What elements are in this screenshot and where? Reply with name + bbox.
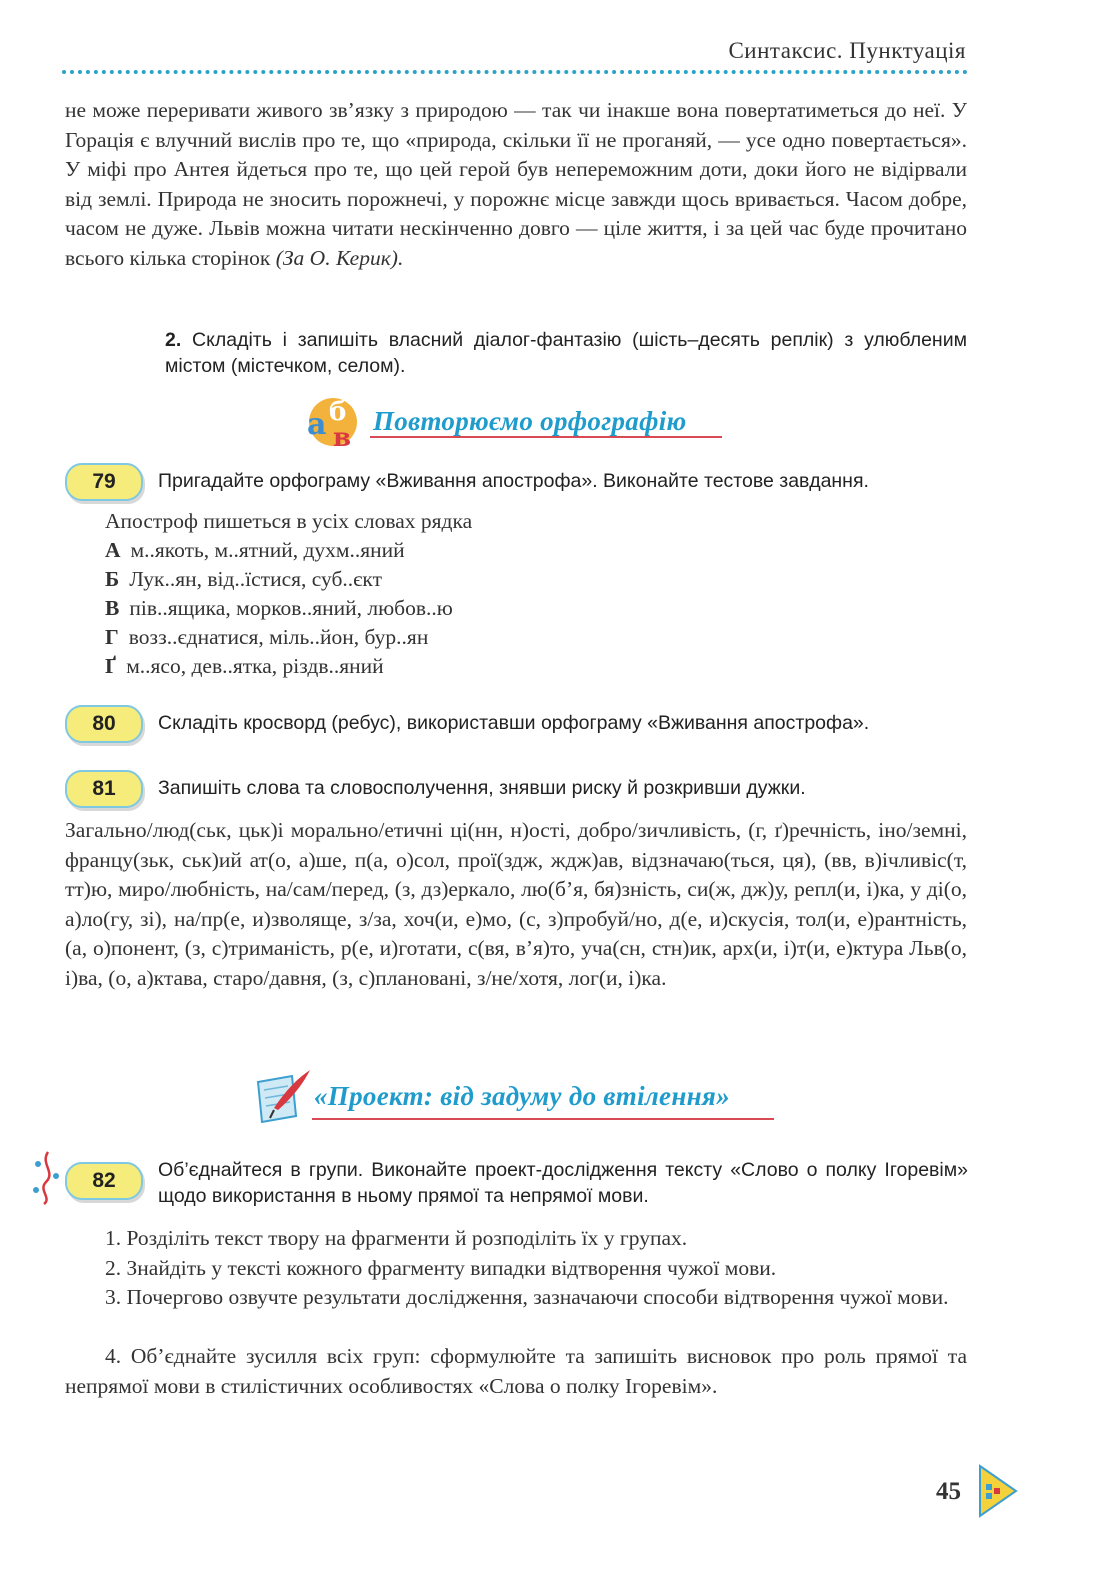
exercise-82-task: Об’єднайтеся в групи. Виконайте проект-дослідження тексту «Слово о полку Ігоревім» щодо використання в ньому прямої та непрямої мови. bbox=[158, 1159, 968, 1207]
option-text: Лук..ян, від..їстися, суб..єкт bbox=[129, 567, 382, 591]
exercise-81-body: Загально/люд(ськ, цьк)і морально/етичні ці(нн, н)ості, добро/зичливість, (г, ґ)речність, іно/земні, францу(зьк, ськ)ий ат(о, а)ше, п(а, о)сол, прої(здж, ждж)ав, відзначаю(ться, ця), (вв, в)ічливіс(т, тт)ю, миро/любність, на/сам/перед, (з, дз)еркало, лю(б’я, бя)зність, си(ж, дж)у, репл(и, і)ка, у ді(о, а)ло(гу, зі), на/пр(е, и)зволяще, з/за, хоч(и, е)мо, (с, з)пробуй/но, д(е, и)скусія, тол(и, е)рантність, (а, о)понент, (з, с)триманість, р(е, и)готати, с(вя, в’я)то, уча(сн, стн)ик, арх(и, і)т(и, е)ктура Льв(о, і)ва, (о, а)ктава, старо/давня, (з, с)плановані, з/не/хотя, лог(и, і)ка. bbox=[65, 818, 967, 990]
option-letter: Ґ bbox=[105, 654, 117, 678]
exercise-81-badge: 81 bbox=[65, 770, 143, 808]
exercise-80-task: Складіть кросворд (ребус), використавши орфограму «Вживання апострофа». bbox=[158, 712, 870, 734]
intro-text: не може переривати живого зв’язку з природою — так чи інакше вона повертатиметься до неї. У Горація є влучний вислів про те, що «природа, скільки її не проганяй, — усе одно повертається». У міфі про Антея йдеться про те, що цей герой був непереможним доти, доки його не відірвали від землі. Природа не зносить порожнечі, у порожнє місце завжди щось вривається. Часом добре, часом не дуже. Львів можна читати нескінченно довго — ціле життя, і за цей час буде прочитано всього кілька сторінок bbox=[65, 98, 967, 270]
intro-source: (За О. Керик). bbox=[275, 245, 404, 270]
option-letter: Б bbox=[105, 567, 120, 591]
abv-letters-icon bbox=[303, 394, 365, 448]
exercise-79-option bbox=[105, 594, 453, 623]
svg-text:в: в bbox=[333, 423, 352, 448]
header-divider bbox=[62, 70, 968, 74]
exercise-82-step: 1. Розділіть текст твору на фрагменти й розподіліть їх у групах. bbox=[105, 1226, 688, 1250]
option-text: возз..єднатися, міль..йон, бур..ян bbox=[128, 625, 429, 649]
exercise-79-task: Пригадайте орфограму «Вживання апострофа». Виконайте тестове завдання. bbox=[158, 470, 869, 492]
option-text: м..якоть, м..ятний, духм..яний bbox=[130, 538, 405, 562]
page-number: 45 bbox=[936, 1478, 961, 1505]
exercise-79-option bbox=[105, 536, 405, 565]
intro-paragraph bbox=[65, 96, 967, 273]
running-header: Синтаксис. Пунктуація bbox=[728, 38, 966, 63]
floral-ornament-icon bbox=[30, 1150, 64, 1206]
exercise-82-step: 2. Знайдіть у тексті кожного фрагменту випадки відтворення чужої мови. bbox=[105, 1256, 777, 1280]
section-orthography-title: Повторюємо орфографію bbox=[373, 405, 687, 436]
option-text: пів..ящика, морков..яний, любов..ю bbox=[129, 596, 453, 620]
exercise-82-step: 3. Почергово озвучте результати дослідження, зазначаючи способи відтворення чужої мови. bbox=[105, 1285, 949, 1309]
quill-book-icon bbox=[252, 1068, 312, 1124]
exercise-82-step: 4. Об’єднайте зусилля всіх груп: сформулюйте та запишіть висновок про роль прямої та непрямої мови в стилістичних особливостях «Слова о полку Ігоревім». bbox=[65, 1344, 967, 1398]
exercise-79-badge: 79 bbox=[65, 463, 143, 501]
section-orthography bbox=[303, 394, 687, 448]
exercise-79-option bbox=[105, 652, 384, 681]
option-text: м..ясо, дев..ятка, різдв..яний bbox=[126, 654, 384, 678]
page-ornament-icon bbox=[976, 1462, 1020, 1520]
section-orthography-underline bbox=[370, 436, 722, 438]
option-letter: Г bbox=[105, 625, 119, 649]
section-project-title: «Проект: від задуму до втілення» bbox=[314, 1080, 730, 1111]
task-2-number: 2. bbox=[165, 329, 182, 351]
section-project bbox=[252, 1068, 730, 1124]
task-2-text: Складіть і запишіть власний діалог-фантазію (шість–десять реплік) з улюбленим містом (містечком, селом). bbox=[165, 329, 967, 377]
option-letter: А bbox=[105, 538, 121, 562]
svg-text:а: а bbox=[307, 407, 327, 442]
svg-text:б: б bbox=[329, 397, 347, 427]
exercise-79-option bbox=[105, 623, 428, 652]
option-letter: В bbox=[105, 596, 120, 620]
task-2 bbox=[165, 327, 967, 379]
exercise-80-badge: 80 bbox=[65, 705, 143, 743]
section-project-underline bbox=[312, 1118, 774, 1120]
exercise-79-lead: Апостроф пишеться в усіх словах рядка bbox=[105, 509, 473, 533]
exercise-82-badge: 82 bbox=[65, 1162, 143, 1200]
exercise-79-option bbox=[105, 565, 382, 594]
exercise-81-task: Запишіть слова та словосполучення, знявши риску й розкривши дужки. bbox=[158, 777, 806, 799]
